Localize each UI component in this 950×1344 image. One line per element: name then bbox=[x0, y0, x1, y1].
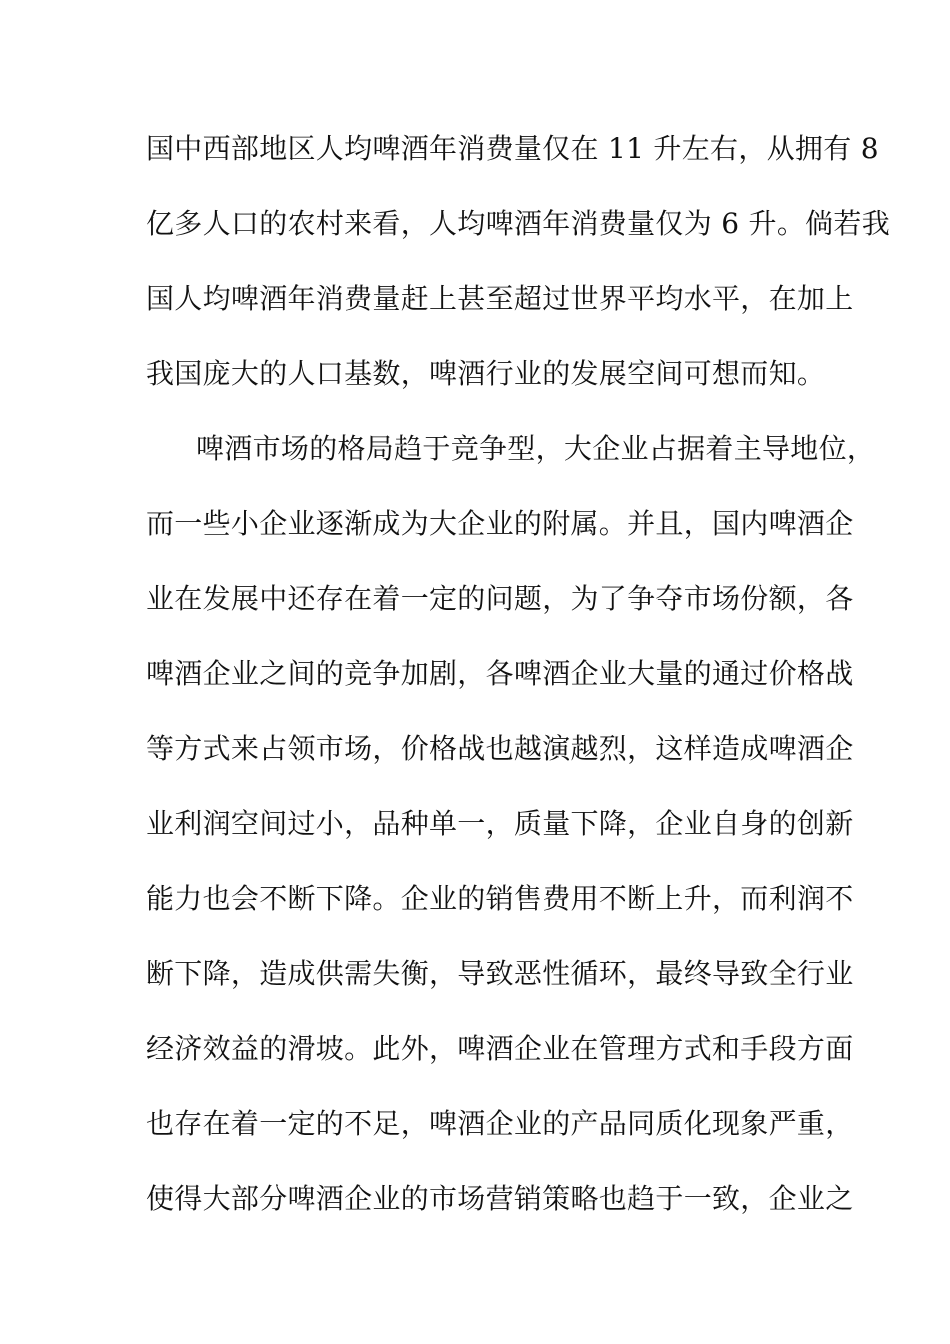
text-line: 国中西部地区人均啤酒年消费量仅在 11 升左右，从拥有 8 bbox=[146, 132, 879, 165]
text-line: 等方式来占领市场，价格战也越演越烈，这样造成啤酒企 bbox=[146, 732, 854, 765]
paragraph-first-line: 啤酒市场的格局趋于竞争型，大企业占据着主导地位， bbox=[196, 432, 876, 465]
text-line: 而一些小企业逐渐成为大企业的附属。并且，国内啤酒企 bbox=[146, 507, 854, 540]
text-line: 能力也会不断下降。企业的销售费用不断上升，而利润不 bbox=[146, 882, 854, 915]
text-line: 断下降，造成供需失衡，导致恶性循环，最终导致全行业 bbox=[146, 957, 854, 990]
text-line: 国人均啤酒年消费量赶上甚至超过世界平均水平，在加上 bbox=[146, 282, 854, 315]
text-line: 亿多人口的农村来看，人均啤酒年消费量仅为 6 升。倘若我 bbox=[146, 207, 891, 240]
text-line: 我国庞大的人口基数，啤酒行业的发展空间可想而知。 bbox=[146, 357, 826, 390]
text-line: 啤酒企业之间的竞争加剧，各啤酒企业大量的通过价格战 bbox=[146, 657, 854, 690]
text-line: 业利润空间过小，品种单一，质量下降，企业自身的创新 bbox=[146, 807, 854, 840]
text-line: 使得大部分啤酒企业的市场营销策略也趋于一致，企业之 bbox=[146, 1182, 854, 1215]
text-line: 经济效益的滑坡。此外，啤酒企业在管理方式和手段方面 bbox=[146, 1032, 854, 1065]
text-line: 也存在着一定的不足，啤酒企业的产品同质化现象严重， bbox=[146, 1107, 854, 1140]
text-line: 业在发展中还存在着一定的问题，为了争夺市场份额，各 bbox=[146, 582, 854, 615]
